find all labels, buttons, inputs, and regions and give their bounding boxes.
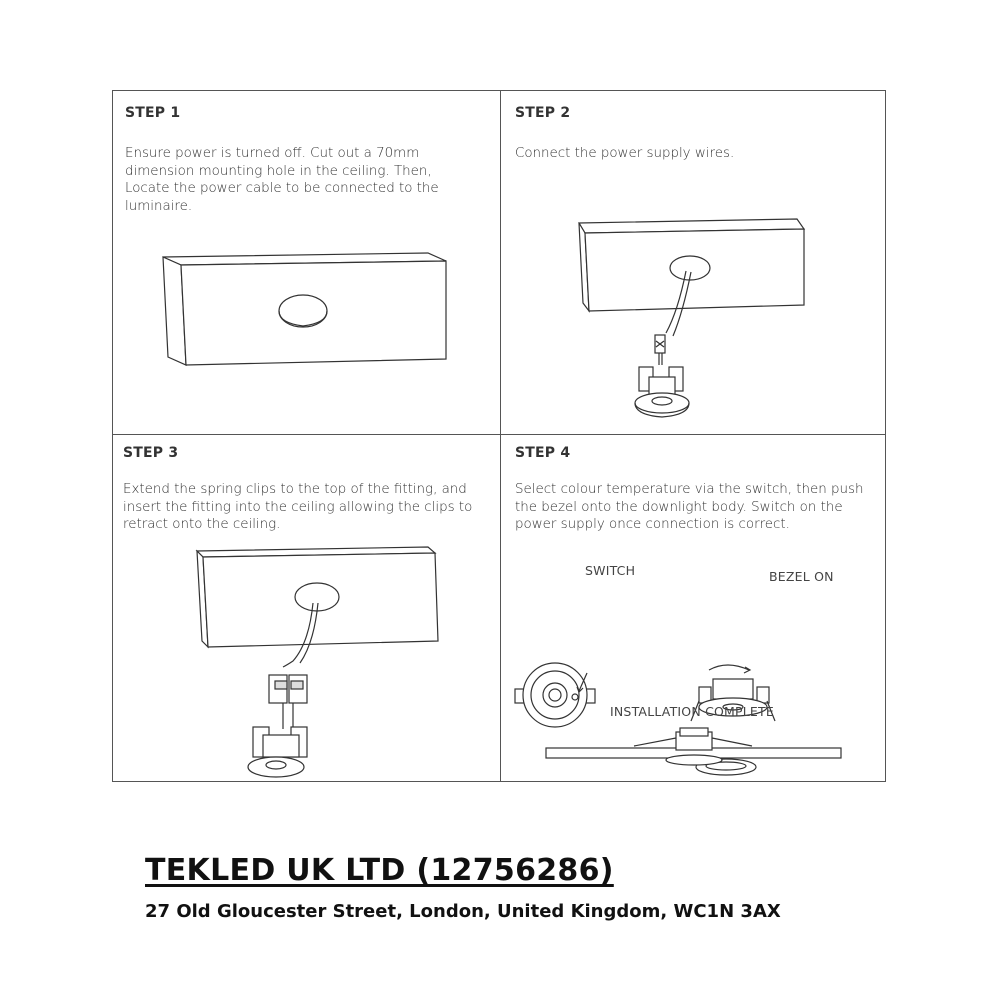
installation-complete-label: INSTALLATION COMPLETE <box>610 704 774 719</box>
step-1-ceiling-illustration <box>113 91 500 434</box>
instruction-grid <box>112 90 886 782</box>
step-3-title: STEP 3 <box>123 445 179 461</box>
step-2-wiring-illustration <box>501 91 887 434</box>
step-2-text: Connect the power supply wires. <box>515 146 735 161</box>
step-3-text: Extend the spring clips to the top of the fitting, and insert the fitting into the ceiling allowing the clips to retract onto the ceiling. <box>123 482 473 533</box>
step-1-panel <box>113 91 500 434</box>
installed-fitting-illustration <box>540 720 850 768</box>
step-4-title: STEP 4 <box>515 445 571 461</box>
bezel-on-label: BEZEL ON <box>769 569 834 584</box>
step-3-panel <box>113 435 500 782</box>
step-1-title: STEP 1 <box>125 105 181 121</box>
company-address: 27 Old Gloucester Street, London, United Kingdom, WC1N 3AX <box>145 901 781 922</box>
step-1-text: Ensure power is turned off. Cut out a 70mm dimension mounting hole in the ceiling. Then, Locate the power cable to be connected to the luminaire. <box>125 146 439 214</box>
step-4-text: Select colour temperature via the switch, then push the bezel onto the downlight body. Switch on the power supply once connection is correct. <box>515 482 864 533</box>
switch-label: SWITCH <box>585 563 636 578</box>
company-name: TEKLED UK LTD (12756286) <box>145 853 614 888</box>
step-3-fitting-illustration <box>113 435 500 782</box>
step-2-title: STEP 2 <box>515 105 571 121</box>
step-2-panel <box>501 91 887 434</box>
